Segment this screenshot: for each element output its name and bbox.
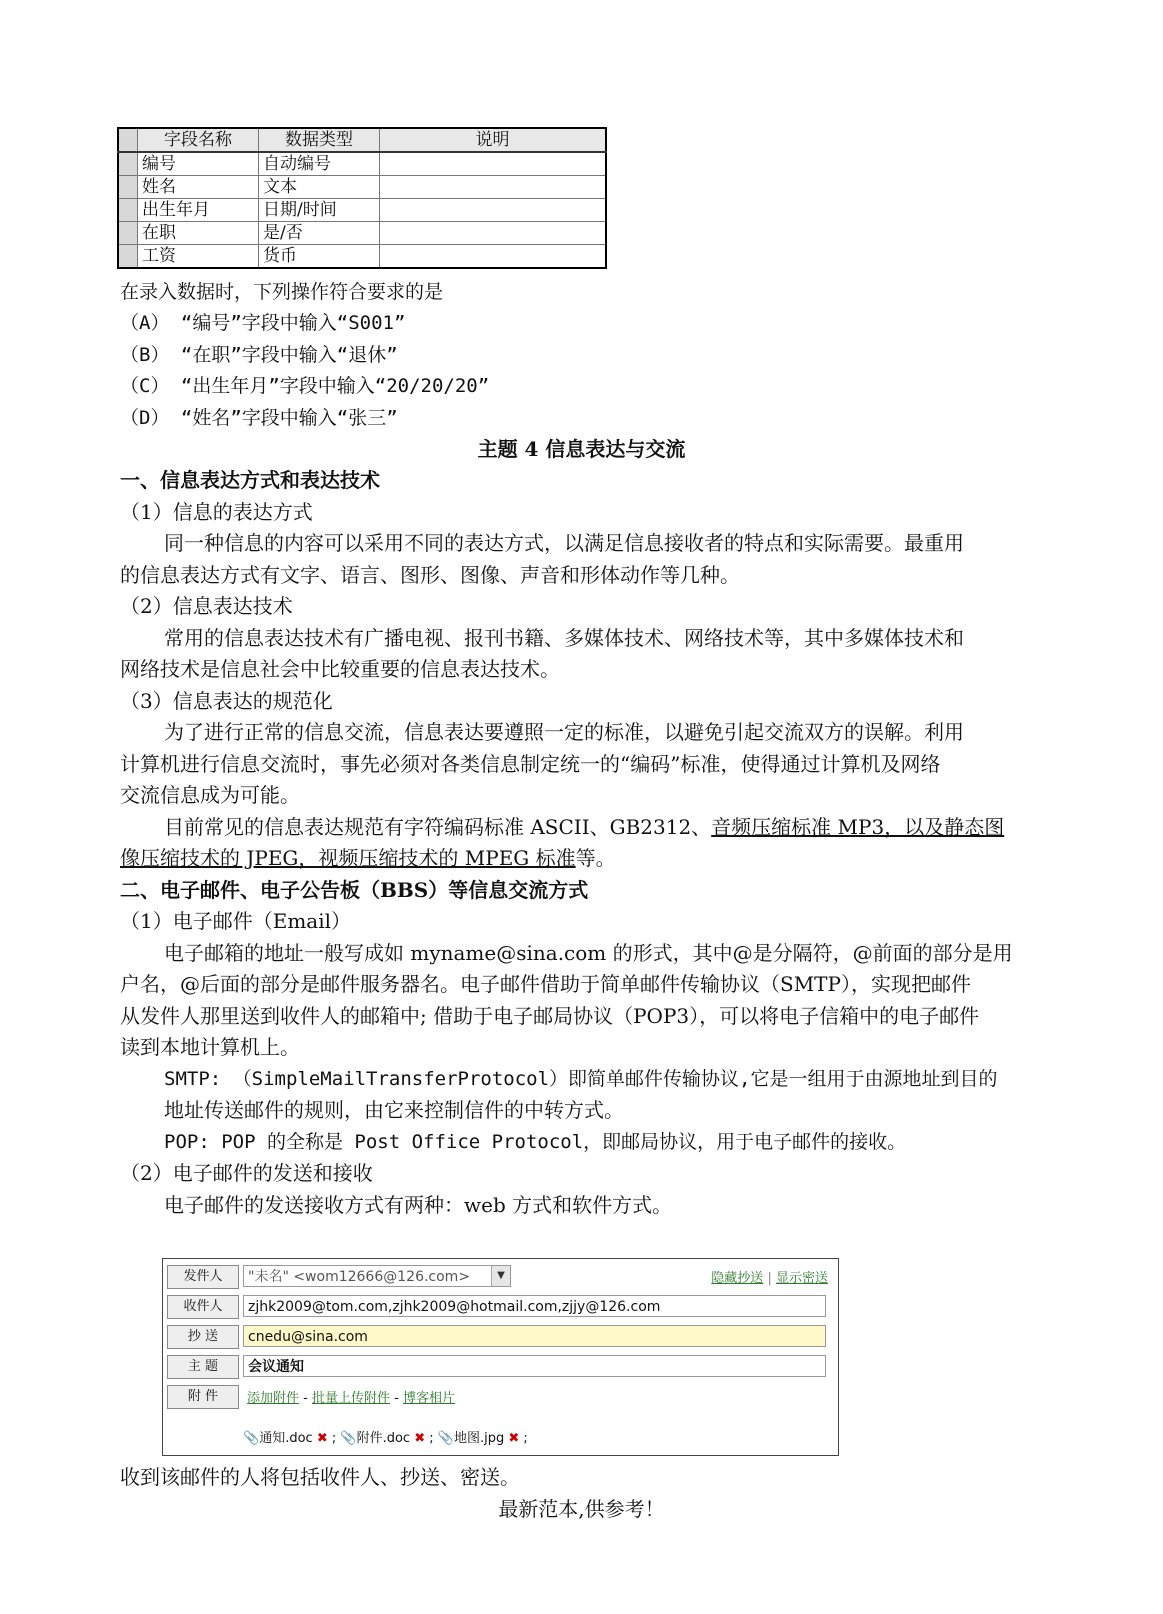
text-span: 等。 xyxy=(575,846,616,870)
cell[interactable]: 文本 xyxy=(259,176,380,199)
subsection-title: （1）电子邮件（Email） xyxy=(120,909,352,933)
paragraph-line: 为了进行正常的信息交流，信息表达要遵照一定的标准，以避免引起交流双方的误解。利用 xyxy=(164,720,964,744)
paragraph-line: 计算机进行信息交流时，事先必须对各类信息制定统一的“编码”标准，使得通过计算机及网络 xyxy=(120,752,941,776)
paragraph-line: 读到本地计算机上。 xyxy=(120,1035,300,1059)
paperclip-icon: 📎 xyxy=(243,1431,260,1446)
table-row xyxy=(118,176,606,199)
remove-icon[interactable]: ✖ xyxy=(508,1431,520,1446)
underlined-text: 像压缩技术的 JPEG，视频压缩技术的 MPEG 标准 xyxy=(120,846,576,870)
row-selector[interactable] xyxy=(118,199,138,222)
table-header-row xyxy=(118,128,606,152)
cc-button[interactable]: 抄 送 xyxy=(167,1325,239,1349)
row-selector[interactable] xyxy=(118,152,138,176)
add-attachment-link[interactable]: 添加附件 xyxy=(247,1391,300,1406)
cc-bcc-links xyxy=(711,1267,828,1286)
paragraph-line xyxy=(120,843,616,873)
paragraph-line xyxy=(164,812,1004,842)
subject-row xyxy=(167,1355,832,1379)
attachment-label: 附 件 xyxy=(167,1385,239,1409)
email-compose-form xyxy=(162,1258,839,1456)
to-row xyxy=(167,1295,832,1319)
subsection-title: （3）信息表达的规范化 xyxy=(120,689,333,713)
chevron-down-icon[interactable]: ▼ xyxy=(491,1266,510,1286)
paperclip-icon: 📎 xyxy=(340,1431,357,1446)
header-field-name: 字段名称 xyxy=(138,128,259,152)
topic-title: 主题 4 信息表达与交流 xyxy=(477,437,686,461)
subject-label: 主 题 xyxy=(167,1355,239,1379)
attachment-file: 地图.jpg xyxy=(453,1431,505,1446)
blog-photos-link[interactable]: 博客相片 xyxy=(402,1391,455,1406)
cell[interactable]: 在职 xyxy=(138,222,259,245)
field-design-table xyxy=(117,127,607,269)
cell[interactable] xyxy=(380,199,607,222)
subject-input[interactable]: 会议通知 xyxy=(243,1355,826,1377)
paragraph-line: 电子邮件的发送接收方式有两种：web 方式和软件方式。 xyxy=(164,1193,673,1217)
section-2-heading: 二、电子邮件、电子公告板（BBS）等信息交流方式 xyxy=(120,878,589,902)
cell[interactable]: 编号 xyxy=(138,152,259,176)
subsection-title: （2）信息表达技术 xyxy=(120,594,293,618)
underlined-text: 音频压缩标准 MP3，以及静态图 xyxy=(711,815,1005,839)
table-row xyxy=(118,245,606,269)
row-selector[interactable] xyxy=(118,222,138,245)
section-1-heading: 一、信息表达方式和表达技术 xyxy=(120,468,380,492)
show-bcc-link[interactable]: 显示密送 xyxy=(775,1271,828,1286)
batch-upload-link[interactable]: 批量上传附件 xyxy=(311,1391,390,1406)
link-dash: - xyxy=(390,1391,403,1406)
to-input[interactable]: zjhk2009@tom.com,zjhk2009@hotmail.com,zjjy@126.com xyxy=(243,1295,826,1317)
option-a: （A） “编号”字段中输入“S001” xyxy=(120,312,406,334)
from-value: "未名" <wom12666@126.com> xyxy=(248,1269,471,1285)
paragraph-line: 网络技术是信息社会中比较重要的信息表达技术。 xyxy=(120,657,560,681)
table-row xyxy=(118,199,606,222)
footer-note: 最新范本,供参考！ xyxy=(498,1497,665,1521)
cell[interactable] xyxy=(380,245,607,269)
paperclip-icon: 📎 xyxy=(437,1431,454,1446)
from-button[interactable]: 发件人 xyxy=(167,1265,239,1289)
question-stem: 在录入数据时，下列操作符合要求的是 xyxy=(120,281,444,303)
smtp-definition: SMTP: （SimpleMailTransferProtocol）即简单邮件传输协议,它是一组用于由源地址到目的 xyxy=(164,1068,998,1090)
paragraph-line: 电子邮箱的地址一般写成如 myname@sina.com 的形式，其中@是分隔符，@前面的部分是用 xyxy=(164,941,1013,965)
subsection-title: （2）电子邮件的发送和接收 xyxy=(120,1161,373,1185)
cell[interactable]: 工资 xyxy=(138,245,259,269)
option-c: （C） “出生年月”字段中输入“20/20/20” xyxy=(120,375,490,397)
cell[interactable]: 姓名 xyxy=(138,176,259,199)
paragraph-line: 户名，@后面的部分是邮件服务器名。电子邮件借助于简单邮件传输协议（SMTP），实现把邮件 xyxy=(120,972,971,996)
remove-icon[interactable]: ✖ xyxy=(316,1431,328,1446)
row-selector[interactable] xyxy=(118,128,138,152)
attachment-file: 附件.doc xyxy=(356,1431,411,1446)
cc-input[interactable]: cnedu@sina.com xyxy=(243,1325,826,1347)
paragraph-line: 从发件人那里送到收件人的邮箱中; 借助于电子邮局协议（POP3），可以将电子信箱中的电子邮件 xyxy=(120,1004,980,1028)
cell[interactable] xyxy=(380,222,607,245)
pop-definition: POP: POP 的全称是 Post Office Protocol，即邮局协议，用于电子邮件的接收。 xyxy=(164,1131,907,1153)
cell[interactable] xyxy=(380,176,607,199)
attachment-row xyxy=(167,1385,832,1409)
cell[interactable]: 日期/时间 xyxy=(259,199,380,222)
cell[interactable]: 出生年月 xyxy=(138,199,259,222)
attachment-file: 通知.doc xyxy=(259,1431,313,1446)
remove-icon[interactable]: ✖ xyxy=(414,1431,426,1446)
paragraph-line: 交流信息成为可能。 xyxy=(120,783,300,807)
row-selector[interactable] xyxy=(118,245,138,269)
after-mail-text: 收到该邮件的人将包括收件人、抄送、密送。 xyxy=(120,1465,520,1489)
subsection-title: （1）信息的表达方式 xyxy=(120,500,313,524)
row-selector[interactable] xyxy=(118,176,138,199)
from-row xyxy=(167,1265,832,1289)
table-row xyxy=(118,152,606,176)
to-button[interactable]: 收件人 xyxy=(167,1295,239,1319)
header-data-type: 数据类型 xyxy=(259,128,380,152)
header-description: 说明 xyxy=(380,128,607,152)
cell[interactable] xyxy=(380,152,607,176)
cell[interactable]: 货币 xyxy=(259,245,380,269)
from-select[interactable] xyxy=(243,1265,511,1287)
paragraph-line: 同一种信息的内容可以采用不同的表达方式，以满足信息接收者的特点和实际需要。最重用 xyxy=(164,531,964,555)
cell[interactable]: 是/否 xyxy=(259,222,380,245)
paragraph-line: 常用的信息表达技术有广播电视、报刊书籍、多媒体技术、网络技术等，其中多媒体技术和 xyxy=(164,626,964,650)
text-span: 目前常见的信息表达规范有字符编码标准 ASCII、GB2312、 xyxy=(164,815,712,839)
option-b: （B） “在职”字段中输入“退休” xyxy=(120,344,398,366)
link-dash: - xyxy=(299,1391,312,1406)
smtp-definition-cont: 地址传送邮件的规则，由它来控制信件的中转方式。 xyxy=(164,1098,624,1122)
table-row xyxy=(118,222,606,245)
paragraph-line: 的信息表达方式有文字、语言、图形、图像、声音和形体动作等几种。 xyxy=(120,563,740,587)
link-separator: | xyxy=(767,1271,772,1286)
option-d: （D） “姓名”字段中输入“张三” xyxy=(120,407,398,429)
hide-cc-link[interactable]: 隐藏抄送 xyxy=(711,1271,764,1286)
cell[interactable]: 自动编号 xyxy=(259,152,380,176)
cc-row xyxy=(167,1325,832,1349)
attached-files: 📎通知.doc ✖ ; 📎附件.doc ✖ ; 📎地图.jpg ✖ ; xyxy=(243,1431,528,1446)
attachment-links xyxy=(247,1387,455,1406)
